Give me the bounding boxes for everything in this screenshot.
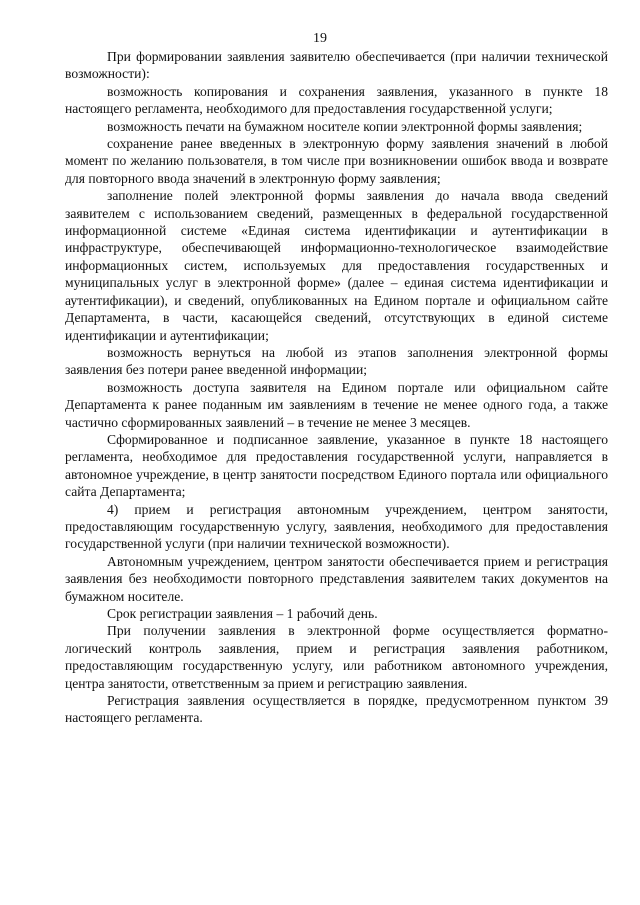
- paragraph-deadline: Срок регистрации заявления – 1 рабочий день.: [107, 606, 378, 621]
- paragraph-return-steps: возможность вернуться на любой из этапов заполнения электронной формы заявления без потери ранее введенной информации;: [65, 344, 608, 378]
- paragraph-copy-save: возможность копирования и сохранения заявления, указанного в пункте 18 настоящего регламента, необходимого для предоставления государственной услуги;: [65, 83, 608, 117]
- page-body: [65, 48, 608, 727]
- paragraph-access-history: возможность доступа заявителя на Едином портале или официальном сайте Департамента к ранее поданным им заявлениям в течение не менее одного года, а также частично сформированных заявлений – в течение не менее 3 месяцев.: [65, 379, 608, 430]
- paragraph-registration: Регистрация заявления осуществляется в порядке, предусмотренном пунктом 39 настоящего регламента.: [65, 693, 608, 726]
- paragraph-intro: При формировании заявления заявителю обеспечивается (при наличии технической возможности):: [65, 49, 608, 82]
- paragraph-submission: Сформированное и подписанное заявление, указанное в пункте 18 настоящего регламента, необходимое для предоставления государственной услуги, направляется в автономное учреждение, в центр занятости посредством Единого портала или официального сайта Департамента;: [65, 431, 608, 500]
- paragraph-item-4: 4) прием и регистрация автономным учреждением, центром занятости, предоставляющим государственную услугу, заявления, необходимого для предоставления государственной услуги (при наличии технической возможности).: [65, 501, 608, 552]
- paragraph-print: возможность печати на бумажном носителе копии электронной формы заявления;: [107, 118, 583, 134]
- paragraph-autofill: заполнение полей электронной формы заявления до начала ввода сведений заявителем с использованием сведений, размещенных в федеральной государственной информационной системе «Единая система идентификации и аутентификации в инфраструктуре, обеспечивающей информационно-технологическое взаимодействие информационных систем, используемых для предоставления государственных и муниципальных услуг в электронной форме» (далее – единая система идентификации и аутентификации), и сведений, опубликованных на Едином портале и официальном сайте Департамента, в части, касающейся сведений, отсутствующих в единой системе идентификации и аутентификации;: [65, 188, 608, 343]
- page-number: 19: [313, 31, 327, 46]
- paragraph-reception: Автономным учреждением, центром занятости обеспечивается прием и регистрация заявления без необходимости повторного представления заявителем таких документов на бумажном носителе.: [65, 553, 608, 604]
- paragraph-keep-values: сохранение ранее введенных в электронную форму заявления значений в любой момент по желанию пользователя, в том числе при возникновении ошибок ввода и возврате для повторного ввода значений в электронную форму заявления;: [65, 136, 608, 186]
- paragraph-control: При получении заявления в электронной форме осуществляется форматно-логический контроль заявления, прием и регистрация заявления работником, предоставляющим государственную услугу, или работником автономного учреждения, центра занятости, ответственным за прием и регистрацию заявления.: [65, 623, 608, 691]
